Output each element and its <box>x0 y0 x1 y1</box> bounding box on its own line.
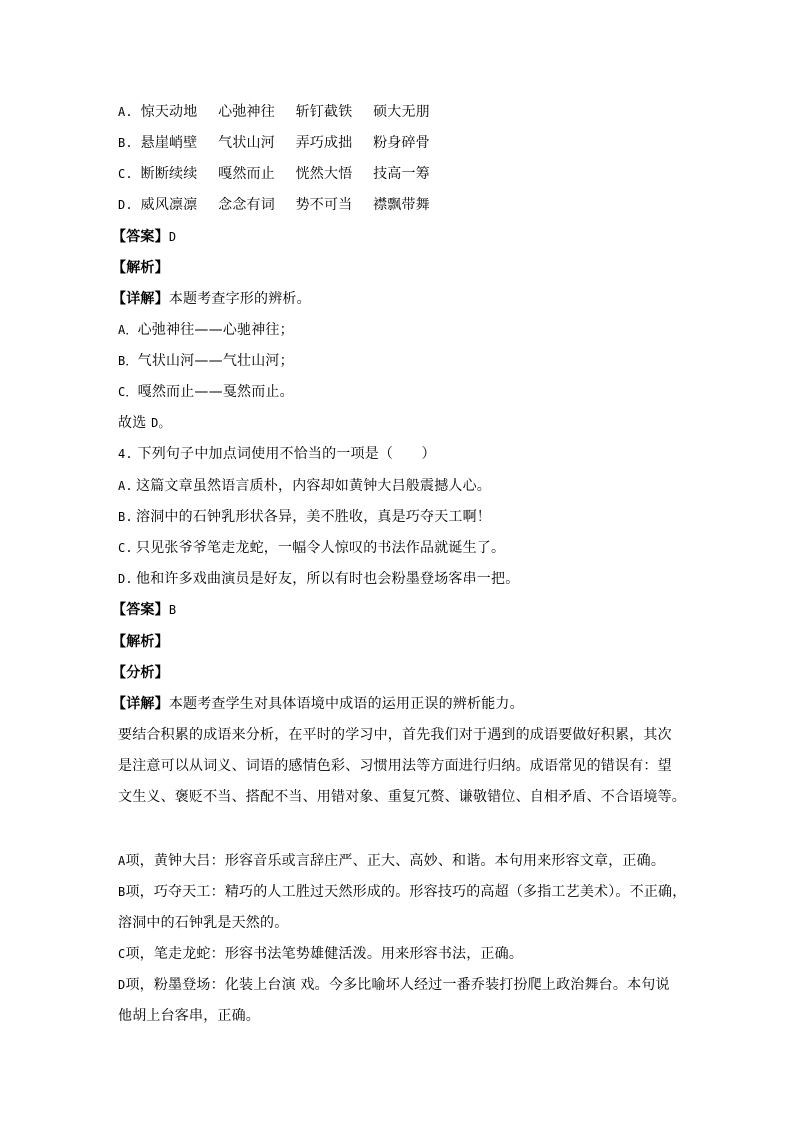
explanation-text: 项，粉墨登场：化装上台演 戏。今多比喻坏人经过一番乔装打扮爬上政治舞台。本句说 <box>125 977 670 993</box>
q4-option-c <box>118 538 505 558</box>
option-label: A. <box>118 105 133 119</box>
option-word: 斩钉截铁 <box>295 104 353 120</box>
explanation-label: A <box>118 854 126 868</box>
q4-option-b <box>118 507 491 527</box>
q3-detail <box>112 289 311 309</box>
option-word: 嘎然而止 <box>218 166 275 182</box>
q4-explanation-c <box>118 944 523 964</box>
analysis-tag: 【解析】 <box>112 634 169 650</box>
q3-option-d <box>118 195 446 215</box>
correction-text: 心弛神往——心驰神往； <box>137 322 294 338</box>
option-word: 气状山河 <box>218 135 275 151</box>
q4-explanation-d <box>118 975 670 995</box>
option-word: 念念有词 <box>218 197 275 213</box>
option-label: B. <box>118 510 133 524</box>
q4-analysis-heading <box>112 632 169 652</box>
option-word: 弄巧成拙 <box>295 135 353 151</box>
answer-value: D <box>168 230 177 244</box>
analysis-tag: 【解析】 <box>112 260 169 276</box>
option-word: 断断续续 <box>140 166 198 182</box>
q3-correction-c <box>118 382 294 402</box>
conclusion-value: D。 <box>151 416 171 430</box>
option-text: 他和许多戏曲演员是好友，所以有时也会粉墨登场客串一把。 <box>136 571 520 587</box>
q3-analysis-heading <box>112 258 169 278</box>
q3-conclusion <box>118 413 171 433</box>
option-word: 势不可当 <box>295 197 353 213</box>
option-label: C. <box>118 167 133 181</box>
answer-value: B <box>168 603 177 617</box>
detail-text: 本题考查学生对具体语境中成语的运用正误的辨析能力。 <box>168 696 524 712</box>
correction-text: 气状山河——气壮山河； <box>137 353 294 369</box>
answer-tag: 【答案】 <box>112 602 169 618</box>
option-label: A. <box>118 479 133 493</box>
q4-option-d <box>118 569 519 589</box>
question-number: 4. <box>118 447 133 461</box>
q3-correction-a <box>118 320 294 340</box>
fenxi-tag: 【分析】 <box>112 665 169 681</box>
option-word: 心弛神往 <box>218 104 275 120</box>
correction-label: B． <box>118 354 138 368</box>
q3-answer <box>112 227 176 247</box>
explanation-label: B <box>118 885 126 899</box>
option-label: C. <box>118 541 133 555</box>
option-word: 硕大无朋 <box>373 104 430 120</box>
correction-label: A． <box>118 323 138 337</box>
conclusion-text: 故选 <box>118 415 147 431</box>
q3-option-b <box>118 133 446 153</box>
correction-text: 嘎然而止——戛然而止。 <box>137 384 294 400</box>
q3-correction-b <box>118 351 294 371</box>
q3-option-a <box>118 102 446 122</box>
q4-explanation-b-cont: 溶洞中的石钟乳是天然的。 <box>118 915 289 931</box>
q4-option-a <box>118 476 491 496</box>
q4-paragraph-line: 是注意可以从词义、词语的感情色彩、习惯用法等方面进行归纳。成语常见的错误有：望 <box>118 758 672 774</box>
q4-paragraph-line: 文生义、褒贬不当、搭配不当、用错对象、重复冗赘、谦敬错位、自相矛盾、不合语境等。 <box>118 789 686 805</box>
detail-tag: 【详解】 <box>112 696 169 712</box>
q4-explanation-d-cont: 他胡上台客串，正确。 <box>118 1008 260 1024</box>
detail-text: 本题考查字形的辨析。 <box>168 291 311 307</box>
q3-option-c <box>118 164 446 184</box>
q4-paragraph-line: 要结合积累的成语来分析，在平时的学习中，首先我们对于遇到的成语要做好积累，其次 <box>118 727 672 743</box>
option-word: 恍然大悟 <box>295 166 353 182</box>
q4-fenxi-heading <box>112 663 169 683</box>
option-label: B. <box>118 136 133 150</box>
q4-explanation-b <box>118 882 686 902</box>
option-text: 只见张爷爷笔走龙蛇，一幅令人惊叹的书法作品就诞生了。 <box>136 540 506 556</box>
option-text: 这篇文章虽然语言质朴，内容却如黄钟大吕般震撼人心。 <box>136 478 491 494</box>
explanation-label: C <box>118 947 126 961</box>
explanation-text: 项，巧夺天工：精巧的人工胜过天然形成的。形容技巧的高超（多指工艺美术）。不正确， <box>125 884 687 900</box>
option-word: 威风凛凛 <box>140 197 198 213</box>
answer-tag: 【答案】 <box>112 229 169 245</box>
option-text: 溶洞中的石钟乳形状各异，美不胜收，真是巧夺天工啊！ <box>136 509 491 525</box>
option-word: 技高一筹 <box>373 166 430 182</box>
q4-detail <box>112 694 524 714</box>
option-word: 粉身碎骨 <box>373 135 430 151</box>
q4-explanation-a <box>118 851 665 871</box>
correction-label: C． <box>118 385 138 399</box>
option-word: 惊天动地 <box>140 104 198 120</box>
q4-stem <box>118 444 436 464</box>
explanation-text: 项，笔走龙蛇：形容书法笔势雄健活泼。用来形容书法，正确。 <box>125 946 524 962</box>
option-word: 悬崖峭壁 <box>140 135 198 151</box>
q4-answer <box>112 600 176 620</box>
detail-tag: 【详解】 <box>112 291 169 307</box>
option-label: D. <box>118 198 133 212</box>
explanation-text: 项，黄钟大吕：形容音乐或言辞庄严、正大、高妙、和谐。本句用来形容文章，正确。 <box>125 853 666 869</box>
question-stem: 下列句子中加点词使用不恰当的一项是（ ） <box>137 446 436 462</box>
option-label: D. <box>118 572 133 586</box>
option-word: 襟飘带舞 <box>373 197 430 213</box>
explanation-label: D <box>118 978 126 992</box>
